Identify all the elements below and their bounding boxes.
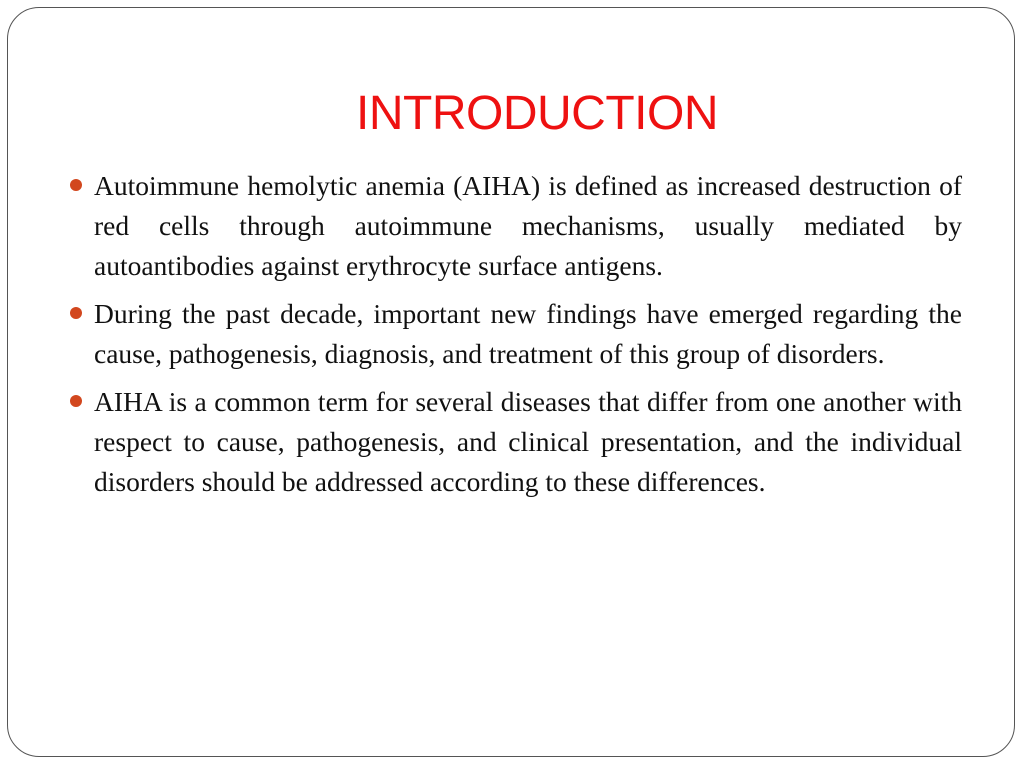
- bullet-dot-icon: [70, 307, 82, 319]
- bullet-item: [94, 166, 962, 286]
- bullet-text: AIHA is a common term for several diseases that differ from one another with respect to cause, pathogenesis, and clinical presentation, and the individual disorders should be addressed according to these differences.: [94, 386, 962, 497]
- bullet-dot-icon: [70, 395, 82, 407]
- slide-title: INTRODUCTION: [356, 87, 718, 140]
- bullet-text: Autoimmune hemolytic anemia (AIHA) is defined as increased destruction of red cells through autoimmune mechanisms, usually mediated by autoantibodies against erythrocyte surface antigens.: [94, 170, 962, 281]
- bullet-list: [94, 166, 962, 510]
- bullet-item: [94, 382, 962, 502]
- bullet-item: [94, 294, 962, 374]
- bullet-text: During the past decade, important new findings have emerged regarding the cause, pathogenesis, diagnosis, and treatment of this group of disorders.: [94, 298, 962, 369]
- bullet-dot-icon: [70, 179, 82, 191]
